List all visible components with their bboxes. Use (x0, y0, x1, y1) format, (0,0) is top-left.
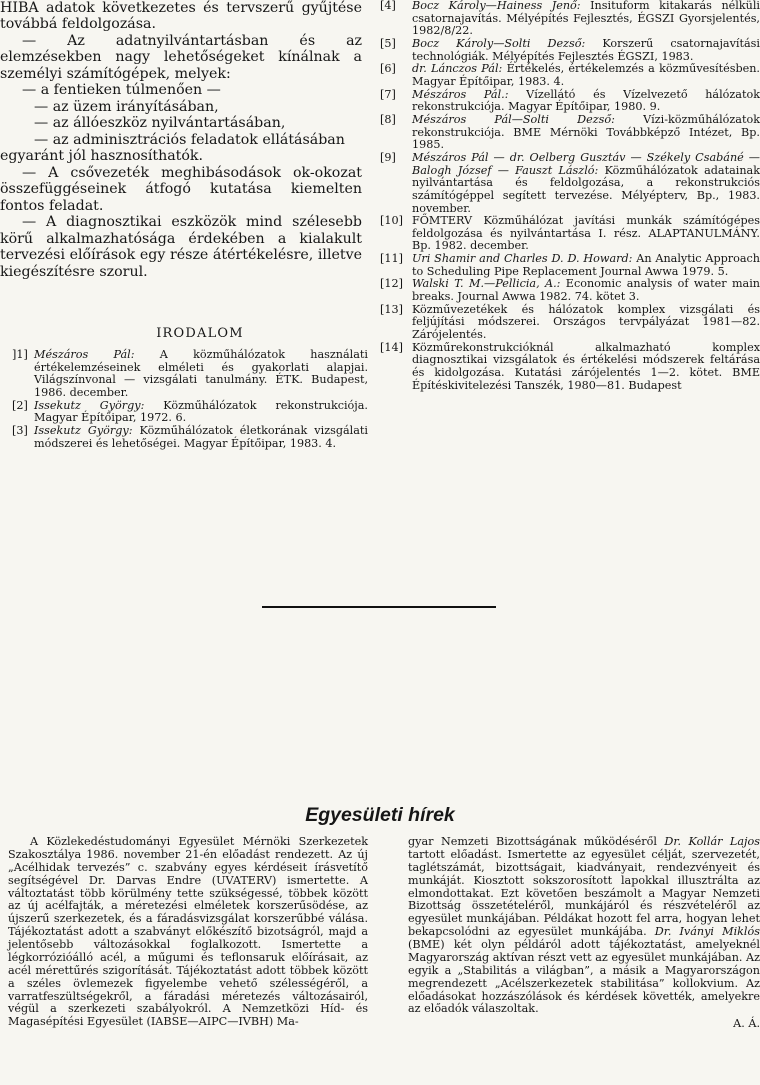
reference-text (34, 425, 368, 450)
reference-author: Issekutz György: (34, 423, 133, 437)
reference-text (34, 349, 368, 400)
reference-number: [3] (12, 423, 28, 437)
references-list-right (380, 0, 760, 392)
text-paragraph: — az adminisztrációs feladatok ellátásában (34, 131, 345, 148)
text-paragraph: egyaránt jól hasznosíthatók. (0, 148, 204, 165)
reference-body: Vízi-közműhálózatok rekonstrukciója. BME Mérnöki Továbbképző Intézet, Bp. 1985. (412, 112, 760, 152)
reference-body: Economic analysis of water main breaks. Journal Awwa 1982. 74. kötet 3. (412, 277, 760, 304)
reference-number: [5] (380, 36, 396, 50)
news-text-run: (BME) két olyn példáról adott tájékoztatást, amelyeknél Magyarország aktívan részt vett az egyesület munkájában. Az egyik a „Stabilitás a világban”, a másik a Magyarországon megrendezett „Acélszerkezetek stabilitása” kollokvium. Az előadásokat hozzászólások és kérdések követték, amelyekre az előadók válaszoltak. (408, 938, 760, 1016)
reference-author: Bocz Károly—Solti Dezső: (412, 36, 586, 50)
reference-body: Közműhálózatok rekonstrukciója. Magyar Építőipar, 1972. 6. (34, 398, 368, 425)
reference-number: [7] (380, 87, 396, 101)
reference-body: Korszerű csatornajavítási technológiák. Mélyépítés Fejlesztés ÉGSZI, 1983. (412, 36, 760, 63)
news-text-run: tartott előadást. Ismertette az egyesület célját, szervezetét, taglétszámát, bizottságait, kiadványait, rendezvényeit és munkáját. Kiosztott sokszorosított lapokkal illusztrálta az elmondottakat. Ezt követően beszámolt a Magyar Nemzeti Bizottság összetételéről, munkájáról és részvételéről az egyesület munkájában. Példákat hozott fel arra, hogyan lehet bekapcsolódni az egyesület munkájába. (408, 847, 760, 939)
reference-body: Értékelés, értékelemzés a közművesítésben. Magyar Építőipar, 1983. 4. (412, 62, 760, 88)
reference-item (12, 425, 368, 450)
reference-number: [9] (380, 150, 396, 164)
reference-item (380, 114, 760, 152)
person-name: Dr. Kollár Lajos (664, 835, 760, 848)
news-signature: A. Á. (733, 1017, 760, 1031)
text-paragraph: — az állóeszköz nyilvántartásában, (34, 115, 286, 132)
text-paragraph: — Az adatnyilvántartásban és az elemzésekben nagy lehetőségeket kínálnak a személyi számítógépek, melyek: (0, 32, 362, 82)
reference-number: [2] (12, 398, 28, 412)
news-paragraph-continued (408, 836, 760, 1016)
reference-author: Bocz Károly—Hainess Jenő: (412, 0, 581, 12)
reference-text (412, 278, 760, 303)
reference-author: Walski T. M.—Pellicia, A.: (412, 277, 561, 291)
reference-text (412, 89, 760, 114)
reference-body: An Analytic Approach to Scheduling Pipe Replacement Journal Awwa 1979. 5. (412, 252, 760, 278)
reference-number: [8] (380, 112, 396, 126)
reference-body: Közműhálózatok adatainak nyilvántartása és feldolgozása, a rekonstrukciós számítógéppel segített tervezése. Mélyépterv, Bp., 1983. november. (412, 163, 760, 215)
reference-text (412, 253, 760, 278)
reference-number: [14] (380, 340, 403, 354)
reference-item (380, 215, 760, 253)
reference-text (412, 342, 760, 393)
reference-text (412, 63, 760, 88)
reference-text (412, 0, 760, 38)
reference-text (412, 38, 760, 63)
text-paragraph: — A csővezeték meghibásodások ok-okozat összefüggéseinek átfogó kutatása kiemelten fontos feladat. (0, 164, 362, 214)
reference-item (380, 253, 760, 278)
reference-item (380, 0, 760, 38)
text-paragraph: — az üzem irányításában, (34, 98, 219, 115)
bibliography-title: IRODALOM (156, 326, 244, 341)
reference-text (34, 400, 368, 425)
conclusions-text (0, 0, 362, 280)
reference-body: A közműhálózatok használati értékelemzéseinek elméleti és gyakorlati alapjai. Világszínvonal — vizsgálati tanulmány. ÉTK. Budapest, 1986. december. (34, 348, 369, 399)
text-paragraph: — a fentieken túlmenően — (22, 82, 221, 99)
reference-item (12, 400, 368, 425)
reference-number: [6] (380, 62, 396, 76)
reference-body: FŐMTERV Közműhálózat javítási munkák számítógépes feldolgozása és nyilvántartása I. rész. ALAPTANULMÁNY. Bp. 1982. december. (412, 214, 760, 253)
reference-text (412, 304, 760, 342)
reference-item (380, 278, 760, 303)
reference-author: Issekutz György: (34, 398, 145, 412)
news-column-right (408, 836, 760, 1031)
reference-author: Mészáros Pál.: (412, 87, 509, 101)
news-column-left (8, 836, 368, 1029)
references-list-left (12, 349, 368, 450)
reference-item (380, 89, 760, 114)
reference-number: [12] (380, 277, 403, 291)
text-paragraph: — A diagnosztikai eszközök mind szélesebb körű alkalmazhatósága érdekében a kialakult tervezési előírások egy része átértékelésre, illetve kiegészítésre szorul. (0, 214, 362, 280)
reference-author: dr. Lánczos Pál: (412, 62, 503, 76)
reference-text (412, 114, 760, 152)
section-divider (262, 606, 496, 608)
reference-item (380, 63, 760, 88)
reference-item (380, 152, 760, 215)
reference-number: ]1] (12, 348, 28, 361)
reference-body: Insituform kitakarás nélküli csatornajavítás. Mélyépítés Fejlesztés, ÉGSZI Gyorsjelentés, 1982/8/22. (412, 0, 760, 38)
reference-item (380, 342, 760, 393)
reference-number: [10] (380, 214, 403, 228)
person-name: Dr. Iványi Miklós (654, 925, 760, 939)
reference-number: [4] (380, 0, 396, 12)
reference-number: [13] (380, 302, 403, 316)
reference-text (412, 215, 760, 253)
reference-author: Mészáros Pál: (34, 348, 135, 361)
reference-item (380, 304, 760, 342)
news-paragraph: A Közlekedéstudományi Egyesület Mérnöki Szerkezetek Szakosztálya 1986. november 21-én előadást rendezett. Az új „Acélhidak tervezés” c. szabvány egyes kérdéseit írásvetítő segítségével Dr. Darvas Endre (UVATERV) ismertette. A változtatást több körülmény tette szükségessé, többek között az új acélfajták, a méretezési elméletek korszerűsödése, az újszerű szerkezetek, és a fáradásvizsgálat korszerűbbé válása. Tájékoztatást adott a szabványt előkészítő bizotságról, majd a jelentősebb változásokkal foglalkozott. Ismertette a légkorrózióálló acél, a műgumi és teflonsaruk előírásait, az acél mérettűrés szigorítását. Tájékoztatást adott többek között a széles övlemezek figyelembe vehető szélességéről, a varratfeszültségekről, a fáradási méretezés változásairól, végül a szerkezeti szabályokról. A Nemzetközi Híd- és Magasépítési Egyesület (IABSE—AIPC—IVBH) Ma- (8, 835, 368, 1029)
reference-body: Közművezetékek és hálózatok komplex vizsgálati és feljújítási módszerei. Országos tervpályázat 1981—82. Zárójelentés. (412, 302, 760, 342)
reference-author: Uri Shamir and Charles D. D. Howard: (412, 252, 633, 266)
reference-author: Mészáros Pál — dr. Oelberg Gusztáv — Székely Csabáné — Balogh József — Fauszt László: (412, 150, 760, 177)
news-title: Egyesületi hírek (305, 804, 455, 826)
reference-text (412, 152, 760, 215)
reference-body: Közműrekonstrukcióknál alkalmazható komplex diagnosztikai vizsgálatok és értékelési módszerek feltárása és kidolgozása. Kutatási zárójelentés 1—2. kötet. BME Építéskivitelezési Tanszék, 1980—81. Budapest (412, 340, 760, 392)
reference-item (12, 349, 368, 400)
text-paragraph: HIBA adatok következetes és tervszerű gyűjtése továbbá feldolgozása. (0, 0, 362, 33)
reference-item (380, 38, 760, 63)
news-text-run: gyar Nemzeti Bizottságának működéséről (408, 835, 665, 848)
reference-number: [11] (380, 252, 403, 266)
reference-body: Vízellátó és Vízelvezető hálózatok rekonstrukciója. Magyar Építőipar, 1980. 9. (412, 87, 760, 114)
reference-author: Mészáros Pál—Solti Dezső: (412, 112, 615, 126)
reference-body: Közműhálózatok életkorának vizsgálati módszerei és lehetőségei. Magyar Építőipar, 1983. 4. (34, 423, 368, 450)
